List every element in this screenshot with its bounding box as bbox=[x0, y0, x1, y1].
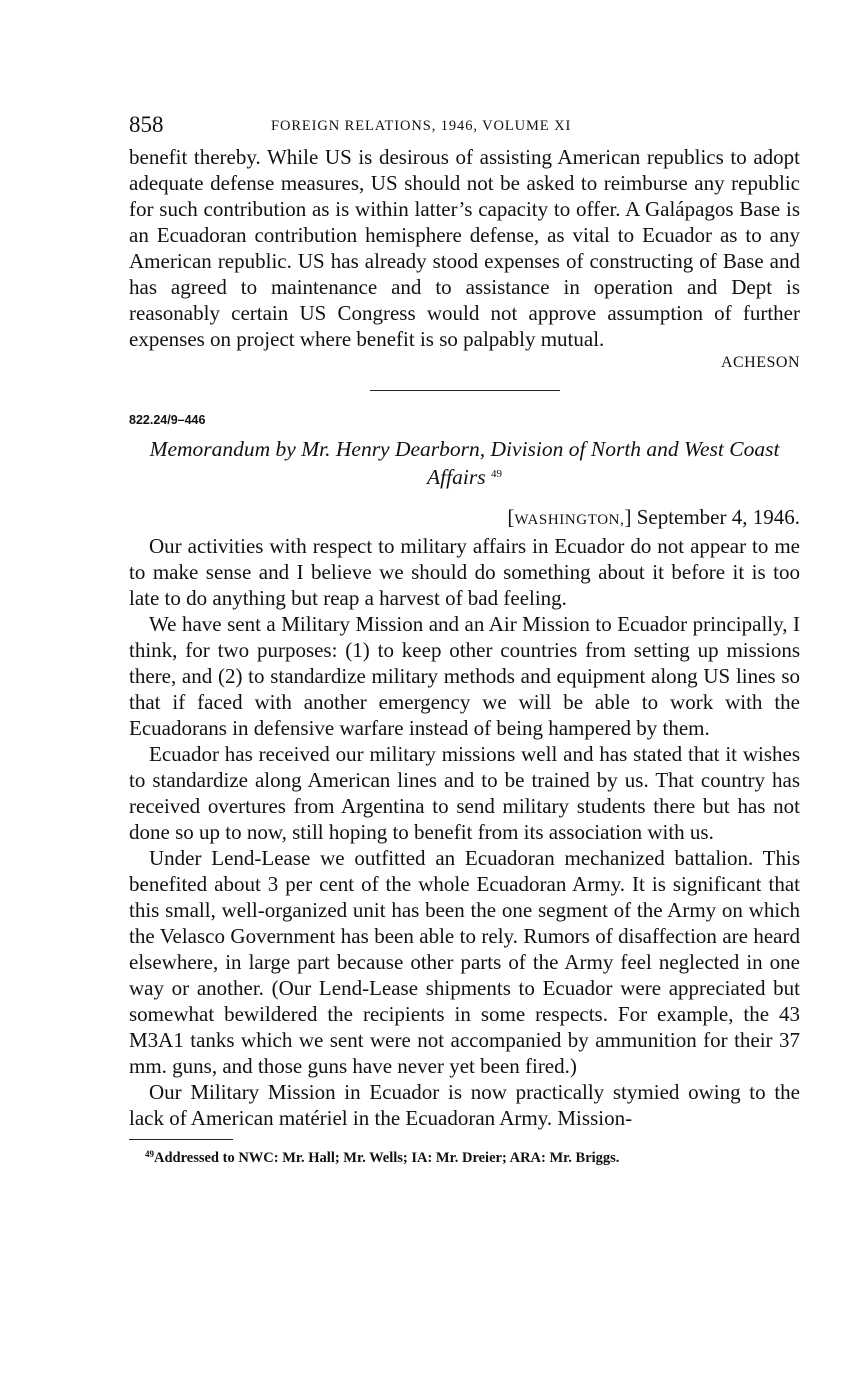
document-page bbox=[129, 104, 800, 1167]
running-head bbox=[129, 104, 800, 144]
file-number: 822.24/9–446 bbox=[129, 413, 206, 427]
dateline-place: WASHINGTON, bbox=[514, 512, 625, 528]
footnote-divider bbox=[129, 1139, 233, 1140]
section-divider bbox=[370, 390, 560, 391]
document-title bbox=[129, 437, 800, 490]
page-number: 858 bbox=[129, 112, 164, 137]
running-title: FOREIGN RELATIONS, 1946, VOLUME XI bbox=[271, 118, 572, 134]
body-paragraph: Our Military Mission in Ecuador is now practically stymied owing to the lack of American matériel in the Ecuadoran Army. Mission- bbox=[129, 1080, 800, 1130]
signature: ACHESON bbox=[720, 354, 800, 371]
body-paragraph: Our activities with respect to military affairs in Ecuador do not appear to me to make sense and I believe we should do something about it before it is too late to do anything but reap a harvest of bad feeling. bbox=[129, 534, 800, 610]
body-paragraph: We have sent a Military Mission and an Air Mission to Ecuador principally, I think, for two purposes: (1) to keep other countries from setting up missions there, and (2) to standardize military methods and equipment along US lines so that if faced with another emergency we will be able to work with the Ecuadorans in defensive warfare instead of being hampered by them. bbox=[129, 612, 800, 740]
dateline-date: September 4, 1946. bbox=[636, 505, 800, 529]
title-footnote-ref: 49 bbox=[490, 468, 502, 480]
memorandum-body bbox=[129, 533, 800, 1131]
footnote-text: Addressed to NWC: Mr. Hall; Mr. Wells; IA: Mr. Dreier; ARA: Mr. Briggs. bbox=[154, 1150, 620, 1166]
document-title-text: Memorandum by Mr. Henry Dearborn, Division of North and West Coast Affairs bbox=[149, 437, 780, 489]
footnote-number: 49 bbox=[145, 1149, 154, 1159]
continuation-paragraph: benefit thereby. While US is desirous of assisting American republics to adopt adequate defense measures, US should not be asked to reimburse any republic for such contribution as is within latter’s capacity to offer. A Galápagos Base is an Ecuadoran contribution hemisphere defense, as vital to Ecuador as to any American republic. US has already stood expenses of constructing of Base and has agreed to maintenance and to assistance in operation and Dept is reasonably certain US Congress would not approve assumption of further expenses on project where benefit is so palpably mutual. bbox=[129, 145, 800, 351]
footnote bbox=[129, 1149, 800, 1167]
dateline: [WASHINGTON,] September 4, 1946. bbox=[507, 505, 800, 529]
body-paragraph: Ecuador has received our military missions well and has stated that it wishes to standardize along American lines and to be trained by us. That country has received overtures from Argentina to send military students there but has not done so up to now, still hoping to benefit from its association with us. bbox=[129, 742, 800, 844]
body-paragraph: Under Lend-Lease we outfitted an Ecuadoran mechanized battalion. This benefited about 3 per cent of the whole Ecuadoran Army. It is significant that this small, well-organized unit has been the one segment of the Army on which the Velasco Government has been able to rely. Rumors of disaffection are heard elsewhere, in large part because other parts of the Army feel neglected in one way or another. (Our Lend-Lease shipments to Ecuador were appreciated but somewhat bewildered the recipients in some respects. For example, the 43 M3A1 tanks which we sent were not accompanied by ammunition for their 37 mm. guns, and those guns have never yet been fired.) bbox=[129, 846, 800, 1078]
